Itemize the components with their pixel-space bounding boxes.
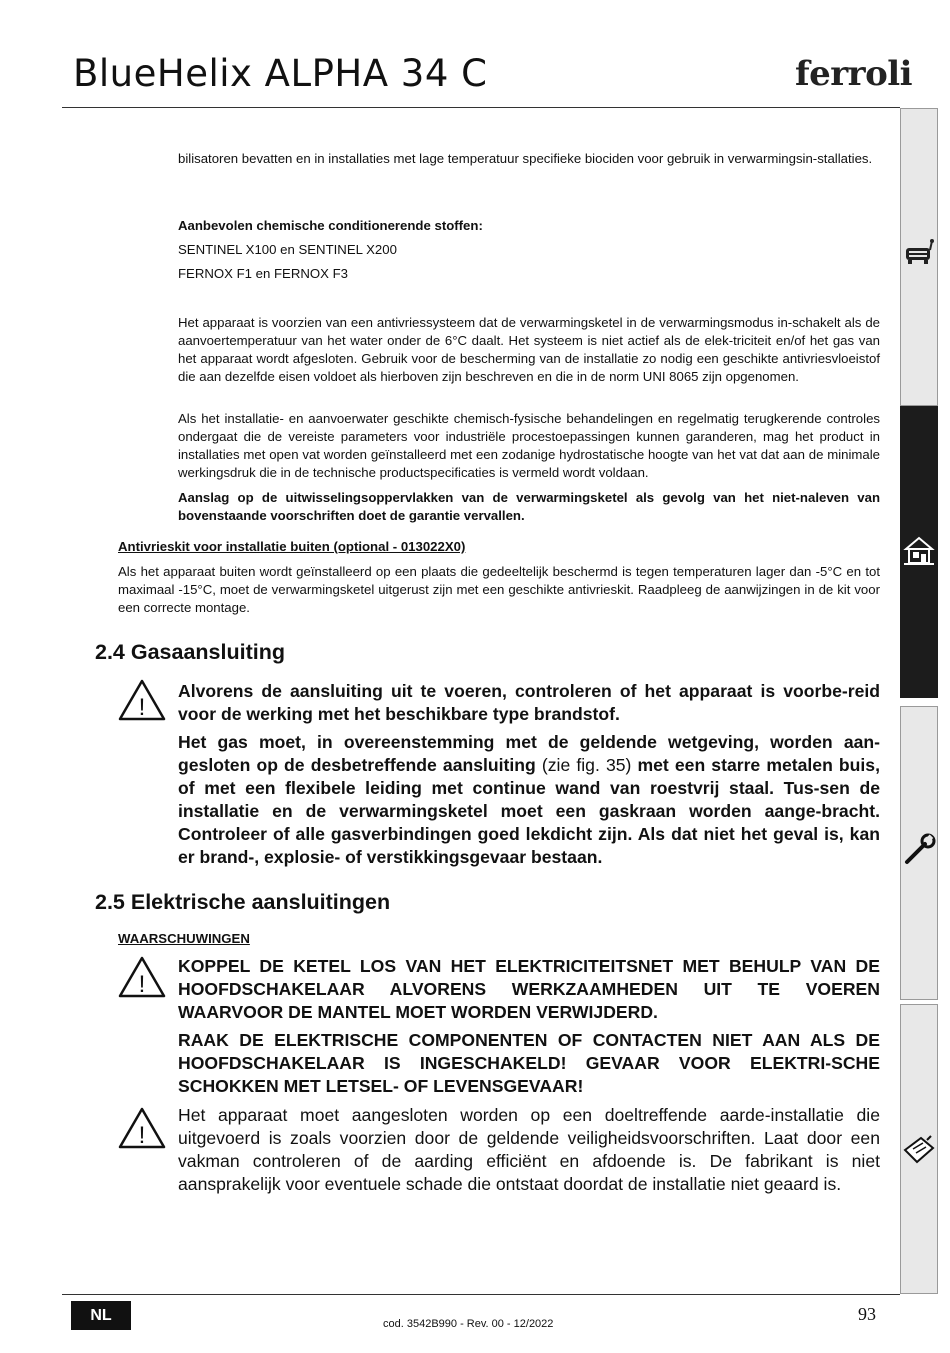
header-rule bbox=[62, 107, 900, 108]
logo-text: ferroli bbox=[795, 54, 913, 94]
footer-rule bbox=[62, 1294, 900, 1295]
antifreeze-kit-heading: Antivrieskit voor installatie buiten (optional - 013022X0) bbox=[118, 539, 466, 554]
svg-text:!: ! bbox=[138, 971, 146, 998]
clipboard-icon bbox=[900, 1134, 938, 1166]
warning-triangle-icon bbox=[117, 1106, 167, 1150]
gas-warning-2-part1: Het gas moet, in overeenstemming met de geldende wetgeving, worden aan-gesloten op de desbetreffende aansluiting bbox=[178, 732, 880, 775]
page-number: 93 bbox=[858, 1304, 876, 1324]
gas-warning-2 bbox=[178, 731, 880, 869]
figure-reference: (zie fig. 35) bbox=[535, 755, 638, 775]
section-2-4-heading: 2.4 Gasaansluiting bbox=[95, 640, 285, 664]
ferroli-logo bbox=[795, 54, 912, 94]
chem-heading: Aanbevolen chemische conditionerende stoffen: bbox=[178, 218, 483, 233]
antifreeze-paragraph: Het apparaat is voorzien van een antivriessysteem dat de verwarmingsketel in de verwarmingsmodus in-schakelt als de aanvoertemperatuur van het water onder de 6°C daalt. Het systeem is niet actief als de elek-triciteit en/of het gas van het apparaat wordt afgesloten. Gebruik voor de bescherming van de installatie zo nodig een geschikte antivriesvloeistof die aan dezelfde eisen voldoet als hierboven zijn beschreven en die in de norm UNI 8065 zijn opgenomen. bbox=[178, 315, 880, 384]
grounding-warning: Het apparaat moet aangesloten worden op een doeltreffende aarde-installatie die uitgevoerd is zoals voorzien door de geldende veiligheidsvoorschriften. Laat door een vakman controleren of de aarding efficiënt en afdoende is. De fabrikant is niet aansprakelijk voor eventuele schade die ontstaat doordat de installatie niet geaard is. bbox=[178, 1105, 880, 1194]
treatment-paragraph: Als het installatie- en aanvoerwater geschikte chemisch-fysische behandelingen en regelmatig terugkerende controles ondergaat die de vereiste parameters voor industriële procestoepassingen kunnen garanderen, mag het product in installaties met open vat worden geïnstalleerd met een zodanige hydrostatische hoogte van het vat dat aan de minimale werkingsdruk die in de technische productspecificaties is vermeld wordt voldaan. bbox=[178, 411, 880, 480]
continued-paragraph: bilisatoren bevatten en in installaties met lage temperatuur specifieke biociden voor gebruik in verwarmingsin-stallaties. bbox=[178, 151, 873, 166]
gas-warning-2-part2: met een starre metalen buis, of met een flexibele leiding met continue wand van roestvrij staal. Tus-sen de installatie en de verwarmingsketel moet een gaskraan worden aange-bracht. Controleer of alle gasverbindingen goed lekdicht zijn. Als dat niet het geval is, kan er brand-, explosie- of verstikkingsgevaar bestaan. bbox=[178, 755, 880, 867]
electric-warning-2: RAAK DE ELEKTRISCHE COMPONENTEN OF CONTACTEN NIET AAN ALS DE HOOFDSCHAKELAAR IS INGESCHAKELD! GEVAAR VOOR ELEKTRI-SCHE SCHOKKEN MET LETSEL- OF LEVENSGEVAAR! bbox=[178, 1030, 880, 1096]
chem-line-1: SENTINEL X100 en SENTINEL X200 bbox=[178, 242, 397, 257]
warranty-paragraph: Aanslag op de uitwisselingsoppervlakken van de verwarmingsketel als gevolg van het niet-naleven van bovenstaande voorschriften doet de garantie vervallen. bbox=[178, 490, 880, 523]
svg-text:!: ! bbox=[138, 694, 146, 721]
warning-triangle-icon bbox=[117, 955, 167, 999]
document-code: cod. 3542B990 - Rev. 00 - 12/2022 bbox=[383, 1318, 554, 1330]
warnings-sub-heading: WAARSCHUWINGEN bbox=[118, 931, 250, 946]
svg-text:!: ! bbox=[138, 1122, 146, 1149]
language-badge: NL bbox=[71, 1301, 131, 1330]
user-boiler-icon bbox=[900, 238, 938, 268]
antifreeze-kit-paragraph: Als het apparaat buiten wordt geïnstalleerd op een plaats die gedeeltelijk beschermd is tegen temperaturen lager dan -5°C en tot maximaal -15°C, moet de verwarmingsketel uitgerust zijn met een geschikte antivrieskit. Raadpleeg de aanwijzingen in de kit voor een correcte montage. bbox=[118, 564, 880, 615]
gas-warning-1: Alvorens de aansluiting uit te voeren, controleren of het apparaat is voorbe-reid voor de werking met het beschikbare type brandstof. bbox=[178, 681, 880, 724]
electric-warning-1: KOPPEL DE KETEL LOS VAN HET ELEKTRICITEITSNET MET BEHULP VAN DE HOOFDSCHAKELAAR ALVORENS WERKZAAMHEDEN UIT TE VOEREN WAARVOOR DE MANTEL MOET WORDEN VERWIJDERD. bbox=[178, 956, 880, 1022]
section-2-5-heading: 2.5 Elektrische aansluitingen bbox=[95, 890, 391, 914]
document-title: BlueHelix ALPHA 34 C bbox=[73, 52, 488, 95]
warning-triangle-icon bbox=[117, 678, 167, 722]
chem-line-2: FERNOX F1 en FERNOX F3 bbox=[178, 266, 349, 281]
wrench-icon bbox=[900, 832, 938, 868]
installation-house-icon bbox=[900, 535, 938, 567]
